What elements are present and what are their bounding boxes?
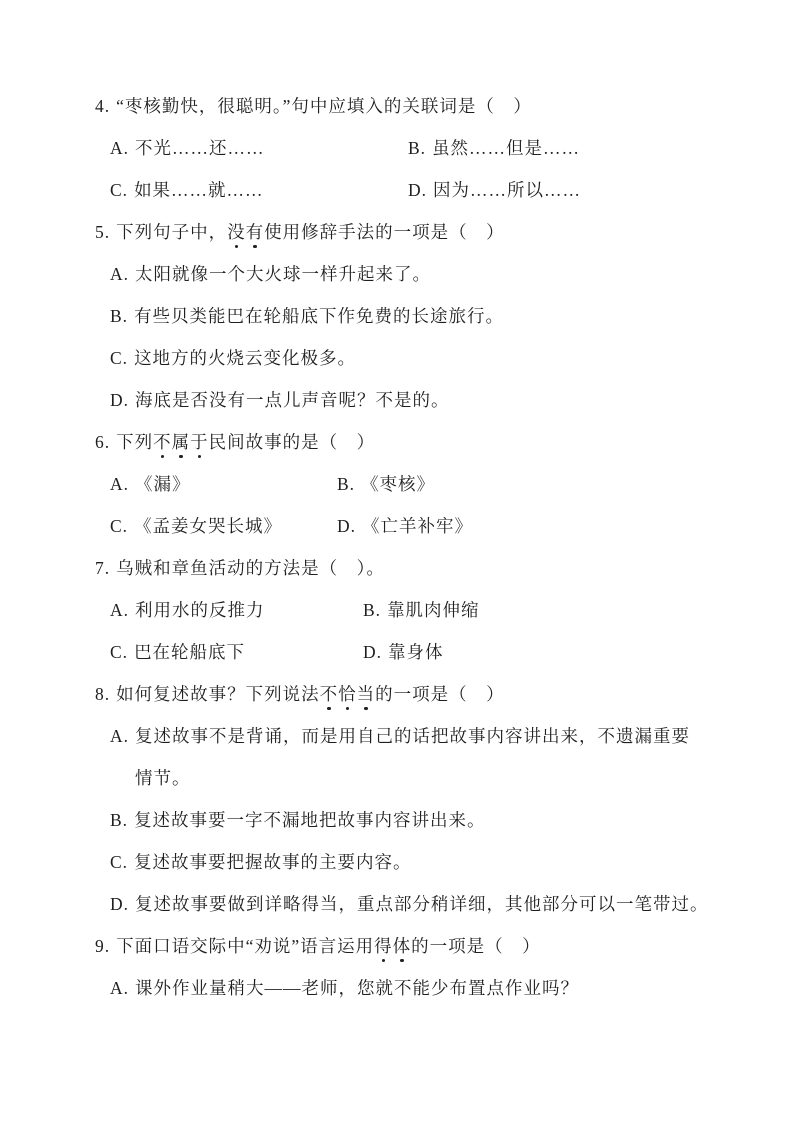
option-b bbox=[95, 295, 695, 337]
question-title bbox=[95, 421, 695, 463]
option-a bbox=[110, 138, 265, 158]
question-number: 9. bbox=[95, 936, 111, 956]
option-text: 因为……所以…… bbox=[433, 180, 582, 200]
question-4 bbox=[95, 85, 695, 211]
options-row bbox=[95, 589, 695, 631]
option-label: D. bbox=[110, 894, 130, 914]
question-title-text bbox=[116, 432, 375, 452]
title-segment: 如何复述故事？下列说法 bbox=[116, 684, 320, 704]
emphasized-char: 属 bbox=[172, 421, 191, 463]
options-row bbox=[95, 127, 695, 169]
title-segment: 乌贼和章鱼活动的方法是（ ）。 bbox=[116, 558, 385, 578]
emphasized-char: 于 bbox=[190, 421, 209, 463]
option-label: A. bbox=[110, 474, 130, 494]
option-a bbox=[110, 474, 191, 494]
title-segment: 的一项是（ ） bbox=[375, 684, 505, 704]
option-label: A. bbox=[110, 264, 130, 284]
option-label: A. bbox=[110, 978, 130, 998]
option-d bbox=[95, 379, 695, 421]
question-6 bbox=[95, 421, 695, 547]
option-c bbox=[95, 841, 695, 883]
title-segment: 民间故事的是（ ） bbox=[208, 432, 376, 452]
option-label: D. bbox=[363, 642, 383, 662]
option-label: D. bbox=[110, 390, 130, 410]
question-8 bbox=[95, 673, 709, 925]
question-number: 4. bbox=[95, 96, 111, 116]
option-a bbox=[110, 600, 265, 620]
question-title-text bbox=[116, 936, 541, 956]
option-text: 利用水的反推力 bbox=[135, 600, 265, 620]
option-label: B. bbox=[363, 600, 382, 620]
option-label: D. bbox=[408, 180, 428, 200]
options-row bbox=[95, 505, 695, 547]
option-text: 《亡羊补牢》 bbox=[362, 516, 474, 536]
option-text: 课外作业量稍大——老师，您就不能少布置点作业吗？ bbox=[135, 978, 580, 998]
option-c bbox=[110, 180, 264, 200]
question-title bbox=[95, 925, 695, 967]
title-segment: 下列句子中， bbox=[116, 222, 228, 242]
option-label: B. bbox=[110, 810, 129, 830]
option-c bbox=[95, 337, 695, 379]
option-d bbox=[408, 169, 581, 211]
option-text: 复述故事要做到详略得当，重点部分稍详细，其他部分可以一笔带过。 bbox=[135, 894, 709, 914]
option-text: 有些贝类能巴在轮船底下作免费的长途旅行。 bbox=[134, 306, 505, 326]
question-title-text bbox=[116, 558, 385, 578]
option-d bbox=[337, 505, 473, 547]
option-label: C. bbox=[110, 516, 129, 536]
question-title bbox=[95, 673, 695, 715]
questions-list bbox=[95, 85, 709, 1009]
option-label: C. bbox=[110, 348, 129, 368]
options-row bbox=[95, 463, 695, 505]
option-text: 复述故事不是背诵，而是用自己的话把故事内容讲出来，不遗漏重要情节。 bbox=[135, 726, 691, 788]
option-d bbox=[95, 883, 709, 925]
question-5 bbox=[95, 211, 695, 421]
option-c bbox=[110, 516, 282, 536]
question-title-text bbox=[116, 684, 505, 704]
option-text: 海底是否没有一点儿声音呢？不是的。 bbox=[135, 390, 450, 410]
emphasized-char: 没 bbox=[227, 211, 246, 253]
title-segment: 的一项是（ ） bbox=[411, 936, 541, 956]
option-label: B. bbox=[337, 474, 356, 494]
option-b bbox=[95, 799, 695, 841]
option-a bbox=[95, 967, 695, 1009]
option-text: 《孟姜女哭长城》 bbox=[134, 516, 283, 536]
option-b bbox=[337, 463, 435, 505]
question-number: 5. bbox=[95, 222, 111, 242]
question-title-text bbox=[116, 96, 532, 116]
question-title-text bbox=[116, 222, 505, 242]
option-text: 这地方的火烧云变化极多。 bbox=[134, 348, 357, 368]
emphasized-char: 不 bbox=[320, 673, 339, 715]
option-label: A. bbox=[110, 726, 130, 746]
emphasized-char: 不 bbox=[153, 421, 172, 463]
emphasized-char: 当 bbox=[357, 673, 376, 715]
question-title bbox=[95, 85, 695, 127]
option-label: C. bbox=[110, 180, 129, 200]
title-segment: 下列 bbox=[116, 432, 154, 452]
option-text: 复述故事要一字不漏地把故事内容讲出来。 bbox=[134, 810, 486, 830]
option-text: 《漏》 bbox=[135, 474, 191, 494]
option-label: B. bbox=[110, 306, 129, 326]
option-text: 虽然……但是…… bbox=[432, 138, 581, 158]
option-a bbox=[95, 253, 695, 295]
title-segment: “枣核勤快，很聪明。”句中应填入的关联词是（ ） bbox=[116, 96, 532, 116]
question-9 bbox=[95, 925, 695, 1009]
option-text: 复述故事要把握故事的主要内容。 bbox=[134, 852, 412, 872]
option-label: A. bbox=[110, 600, 130, 620]
option-label: C. bbox=[110, 852, 129, 872]
option-text: 靠身体 bbox=[388, 642, 444, 662]
emphasized-char: 有 bbox=[246, 211, 265, 253]
title-segment: 使用修辞手法的一项是（ ） bbox=[264, 222, 505, 242]
emphasized-char: 体 bbox=[393, 925, 412, 967]
emphasized-char: 恰 bbox=[338, 673, 357, 715]
option-text: 太阳就像一个大火球一样升起来了。 bbox=[135, 264, 432, 284]
option-d bbox=[363, 631, 444, 673]
option-a bbox=[95, 715, 695, 799]
option-b bbox=[408, 127, 580, 169]
question-title bbox=[95, 211, 695, 253]
option-text: 如果……就…… bbox=[134, 180, 264, 200]
emphasized-char: 得 bbox=[374, 925, 393, 967]
option-text: 《枣核》 bbox=[361, 474, 436, 494]
option-text: 巴在轮船底下 bbox=[134, 642, 246, 662]
option-c bbox=[110, 642, 245, 662]
option-text: 不光……还…… bbox=[135, 138, 265, 158]
option-label: B. bbox=[408, 138, 427, 158]
question-title bbox=[95, 547, 695, 589]
options-row bbox=[95, 169, 695, 211]
option-text: 靠肌肉伸缩 bbox=[387, 600, 480, 620]
option-label: D. bbox=[337, 516, 357, 536]
title-segment: 下面口语交际中“劝说”语言运用 bbox=[116, 936, 375, 956]
options-row bbox=[95, 631, 695, 673]
question-number: 8. bbox=[95, 684, 111, 704]
option-b bbox=[363, 589, 480, 631]
question-number: 7. bbox=[95, 558, 111, 578]
option-label: A. bbox=[110, 138, 130, 158]
question-number: 6. bbox=[95, 432, 111, 452]
option-label: C. bbox=[110, 642, 129, 662]
question-7 bbox=[95, 547, 695, 673]
